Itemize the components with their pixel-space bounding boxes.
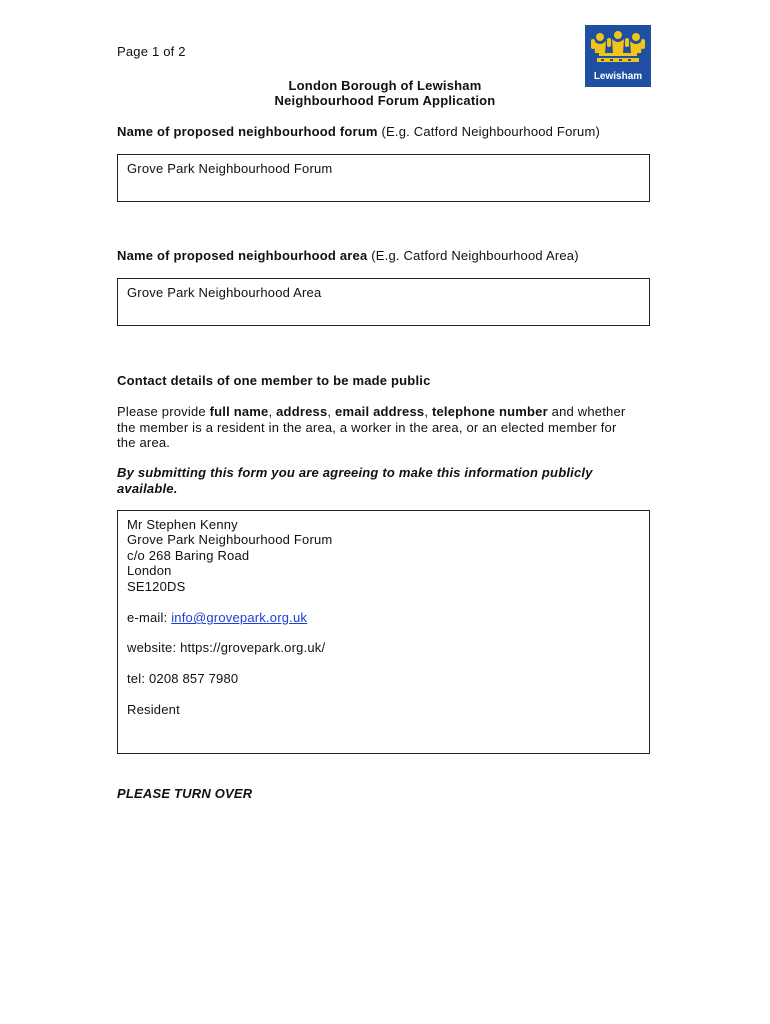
area-name-label: [117, 248, 579, 263]
forum-name-field[interactable]: [117, 154, 650, 202]
instr-full-name: full name: [209, 404, 269, 419]
area-name-field[interactable]: [117, 278, 650, 326]
contact-address-line1: c/o 268 Baring Road: [127, 548, 250, 563]
page-number: Page 1 of 2: [117, 44, 186, 59]
email-label: e-mail:: [127, 610, 172, 625]
turn-over-notice: PLEASE TURN OVER: [117, 786, 253, 801]
forum-name-label-hint: (E.g. Catford Neighbourhood Forum): [381, 124, 601, 139]
contact-name: Mr Stephen Kenny: [127, 517, 238, 532]
contact-website: website: https://grovepark.org.uk/: [127, 640, 326, 655]
area-name-label-bold: Name of proposed neighbourhood area: [117, 248, 368, 263]
contact-address-line2: London: [127, 563, 172, 578]
forum-name-label-bold: Name of proposed neighbourhood forum: [117, 124, 378, 139]
document-subtitle: Neighbourhood Forum Application: [274, 93, 496, 108]
document-title: London Borough of Lewisham: [288, 78, 482, 93]
logo-text: Lewisham: [593, 71, 643, 82]
contact-status: Resident: [127, 702, 180, 717]
instr-sep: ,: [424, 404, 432, 419]
contact-email-line: [127, 610, 307, 625]
instr-email: email address: [335, 404, 425, 419]
instr-rest: and whether the member is a resident in the area, a worker in the area, or an elected member for the area.: [117, 404, 626, 450]
instr-sep: ,: [327, 404, 336, 419]
instr-phone: telephone number: [431, 404, 548, 419]
forum-name-label: [117, 124, 600, 139]
agreement-notice: By submitting this form you are agreeing to make this information publicly available.: [117, 465, 593, 496]
area-name-label-hint: (E.g. Catford Neighbourhood Area): [371, 248, 579, 263]
contact-details-field[interactable]: [117, 510, 650, 754]
contact-postcode: SE120DS: [127, 579, 186, 594]
area-name-value: Grove Park Neighbourhood Area: [127, 285, 322, 300]
contact-organisation: Grove Park Neighbourhood Forum: [127, 532, 333, 547]
instr-address: address: [276, 404, 328, 419]
forum-name-value: Grove Park Neighbourhood Forum: [127, 161, 333, 176]
email-link[interactable]: info@grovepark.org.uk: [171, 610, 308, 625]
contact-telephone: tel: 0208 857 7980: [127, 671, 239, 686]
instr-text: Please provide: [117, 404, 210, 419]
contact-heading: Contact details of one member to be made public: [117, 373, 431, 388]
contact-instructions: [117, 404, 637, 451]
instr-sep: ,: [268, 404, 277, 419]
